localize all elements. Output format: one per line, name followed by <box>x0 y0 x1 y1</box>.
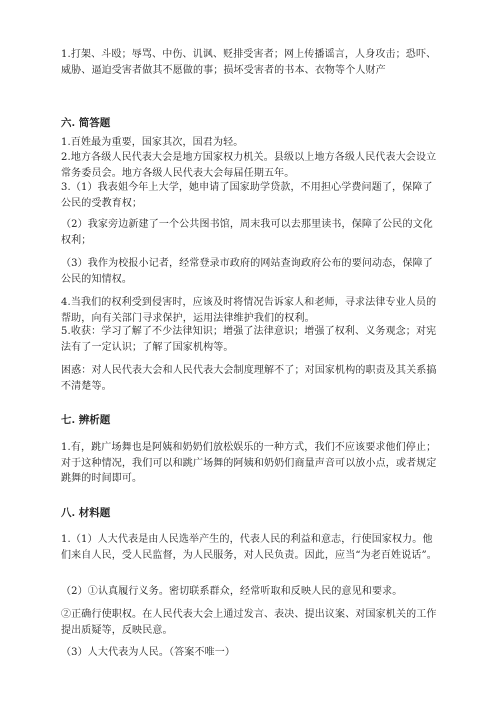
answer-item: 1.有，跳广场舞也是阿姨和奶奶们放松娱乐的一种方式，我们不应该要求他们停止；对于这种情况，我们可以和跳广场舞的阿姨和奶奶们商量声音可以放小点，或者规定跳舞的时间即可。 <box>61 442 437 484</box>
section-heading-short-answer: 六. 简答题 <box>61 117 111 129</box>
section-heading-analysis: 七. 辨析题 <box>61 414 111 426</box>
answer-item: 4.当我们的权利受到侵害时，应该及时将情况告诉家人和老师，寻求法律专业人员的帮助，向有关部门寻求保护，运用法律维护我们的权利。 <box>61 297 437 324</box>
answer-item: 3.（1）我表姐今年上大学，她申请了国家助学贷款，不用担心学费问题了，保障了公民的受教育权； <box>61 182 433 209</box>
answer-item: 5.收获：学习了解了不少法律知识；增强了法律意识；增强了权利、义务观念；对宪法有了一定认识；了解了国家机构等。 <box>61 326 437 353</box>
answer-item: （2）我家旁边新建了一个公共图书馆，周末我可以去那里读书，保障了公民的文化权利； <box>61 219 433 246</box>
section-heading-material: 八. 材料题 <box>61 507 111 519</box>
answer-item: （3）人大代表为人民。（答案不唯一） <box>61 647 236 658</box>
answer-item: 2.地方各级人民代表大会是地方国家权力机关。县级以上地方各级人民代表大会设立常务委员会。地方各级人民代表大会每届任期五年。 <box>61 152 437 179</box>
answer-item: 1.百姓最为重要，国家其次，国君为轻。 <box>61 137 244 148</box>
answer-item: 1.（1）人大代表是由人民选举产生的，代表人民的利益和意志，行使国家权力。他们来自人民，受人民监督，为人民服务，对人民负责。因此，应当“为老百姓说话”。 <box>61 534 437 561</box>
answer-item: ②正确行使职权。在人民代表大会上通过发言、表决、提出议案、对国家机关的工作提出质疑等，反映民意。 <box>61 609 437 636</box>
intro-paragraph: 1.打架、斗殴；辱骂、中伤、讥讽、贬排受害者；网上传播谣言，人身攻击；恐吓、威胁、逼迫受害者做其不愿做的事；损坏受害者的书本、衣物等个人财产 <box>61 49 437 76</box>
answer-item: （2）①认真履行义务。密切联系群众，经常听取和反映人民的意见和要求。 <box>61 586 403 597</box>
answer-item: 困惑：对人民代表大会和人民代表大会制度理解不了；对国家机构的职责及其关系搞不清楚等。 <box>61 365 437 392</box>
answer-item: （3）我作为校报小记者，经常登录市政府的网站查询政府公布的要问动态，保障了公民的知情权。 <box>61 258 433 285</box>
